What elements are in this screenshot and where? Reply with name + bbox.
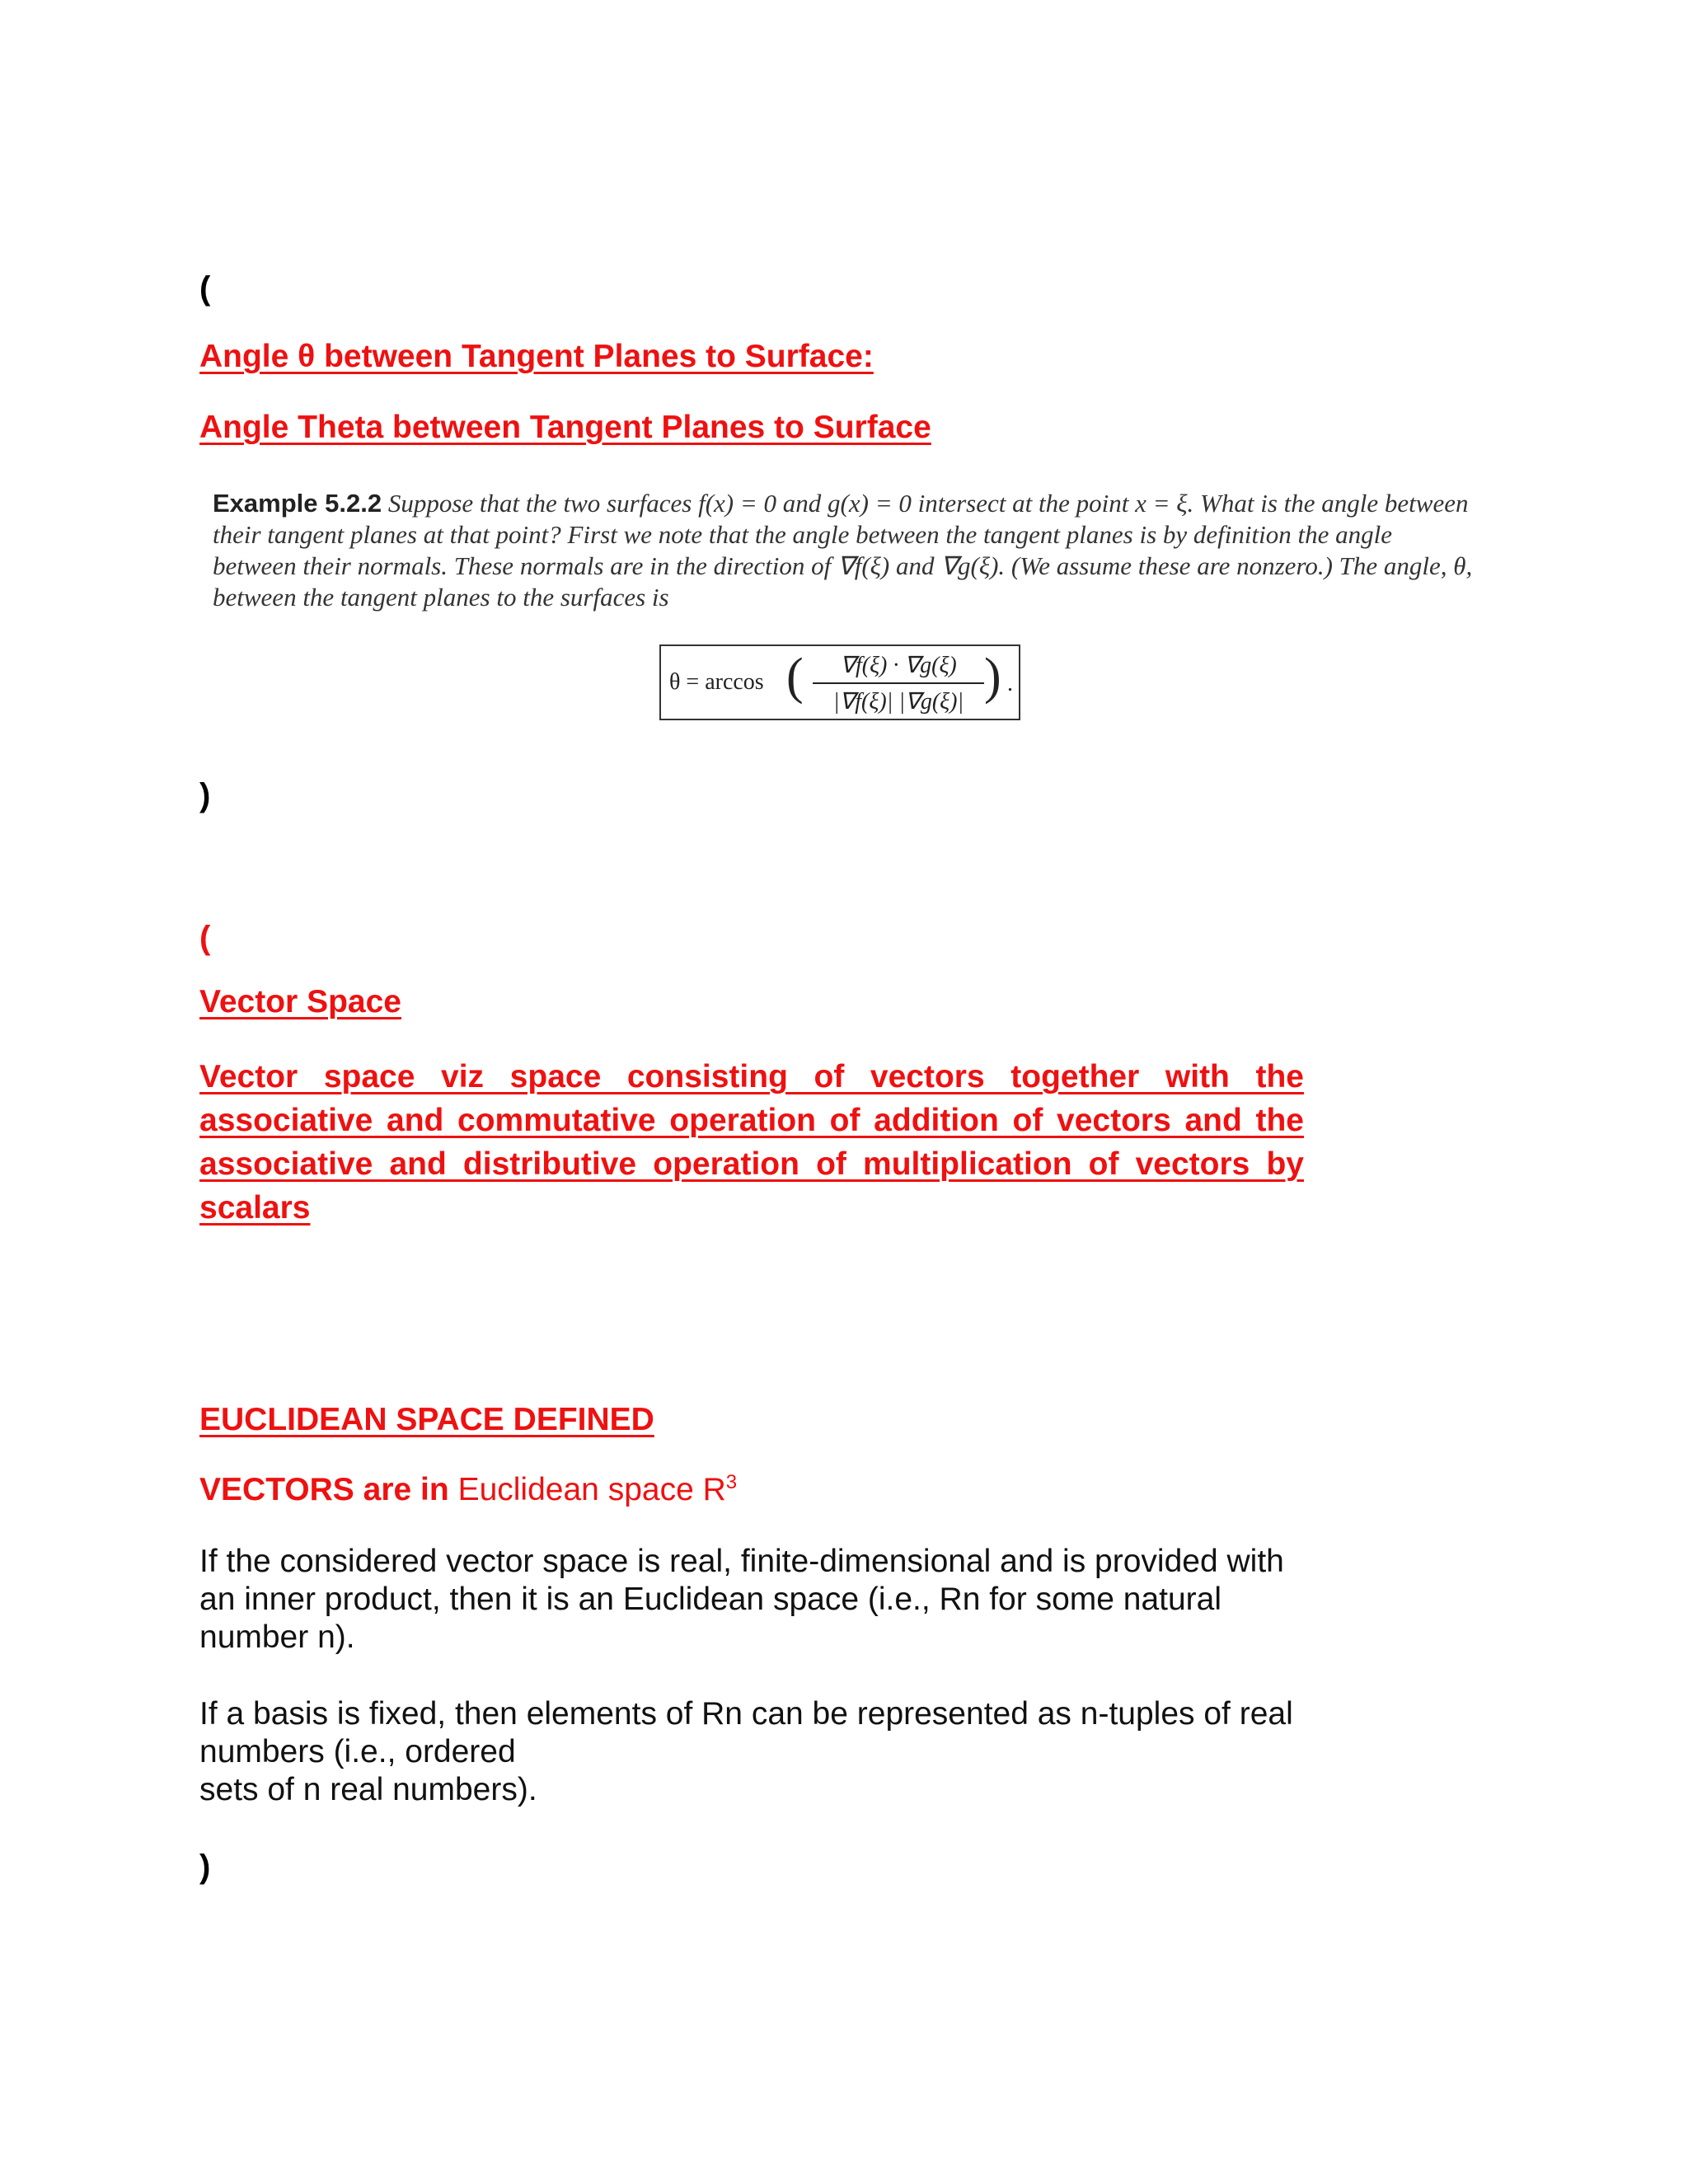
fraction-bar [813, 682, 984, 684]
paragraph-basis-line1: If a basis is fixed, then elements of Rn can be represented as n-tuples of real numbers (i.e., ordered [199, 1696, 1293, 1769]
close-paren-final: ) [199, 1849, 211, 1885]
example-5-2-2 [213, 488, 1482, 613]
open-paren-red: ( [199, 920, 211, 956]
heading-angle-theta-word: Angle Theta between Tangent Planes to Surface [199, 410, 931, 445]
heading-vector-space: Vector Space [199, 984, 401, 1019]
close-paren: ) [199, 777, 211, 813]
example-text: Suppose that the two surfaces f(x) = 0 and g(x) = 0 intersect at the point x = ξ. What is the angle between their tangent planes at that point? First we note that the angle between the tangent planes is by definition the angle between their normals. These normals are in the direction of ∇f(ξ) and ∇g(ξ). (We assume these are nonzero.) The angle, θ, between the tangent planes to the surfaces is [213, 489, 1473, 612]
superscript-three: 3 [725, 1471, 738, 1493]
formula-left-paren: ( [786, 649, 804, 705]
paragraph-basis [199, 1695, 1304, 1809]
vector-space-definition: Vector space viz space consisting of vectors together with the associative and commutative operation of addition of vectors and the associative and distributive operation of multiplication of vectors by scalars [199, 1059, 1304, 1226]
formula-trailing-dot: . [1007, 671, 1013, 696]
heading-angle-theta-symbol: Angle θ between Tangent Planes to Surface: [199, 339, 874, 374]
angle-formula-box [659, 644, 1020, 720]
formula-denominator: |∇f(ξ)| |∇g(ξ)| [832, 689, 964, 715]
paragraph-basis-line2: sets of n real numbers). [199, 1772, 537, 1807]
formula-right-paren: ) [984, 649, 1001, 705]
vectors-bold-text: VECTORS are in [199, 1472, 449, 1507]
formula-lhs: θ = arccos [669, 669, 764, 695]
vectors-in-euclidean-line [199, 1472, 737, 1508]
heading-euclidean-space: EUCLIDEAN SPACE DEFINED [199, 1402, 654, 1437]
paragraph-euclidean-definition: If the considered vector space is real, finite-dimensional and is provided with an inner product, then it is an Euclidean space (i.e., Rn for some natural number n). [199, 1544, 1284, 1655]
example-label: Example 5.2.2 [213, 489, 382, 518]
formula-numerator: ∇f(ξ) · ∇g(ξ) [840, 653, 957, 678]
open-paren: ( [199, 270, 211, 307]
vectors-rest-text: Euclidean space R [457, 1472, 726, 1507]
